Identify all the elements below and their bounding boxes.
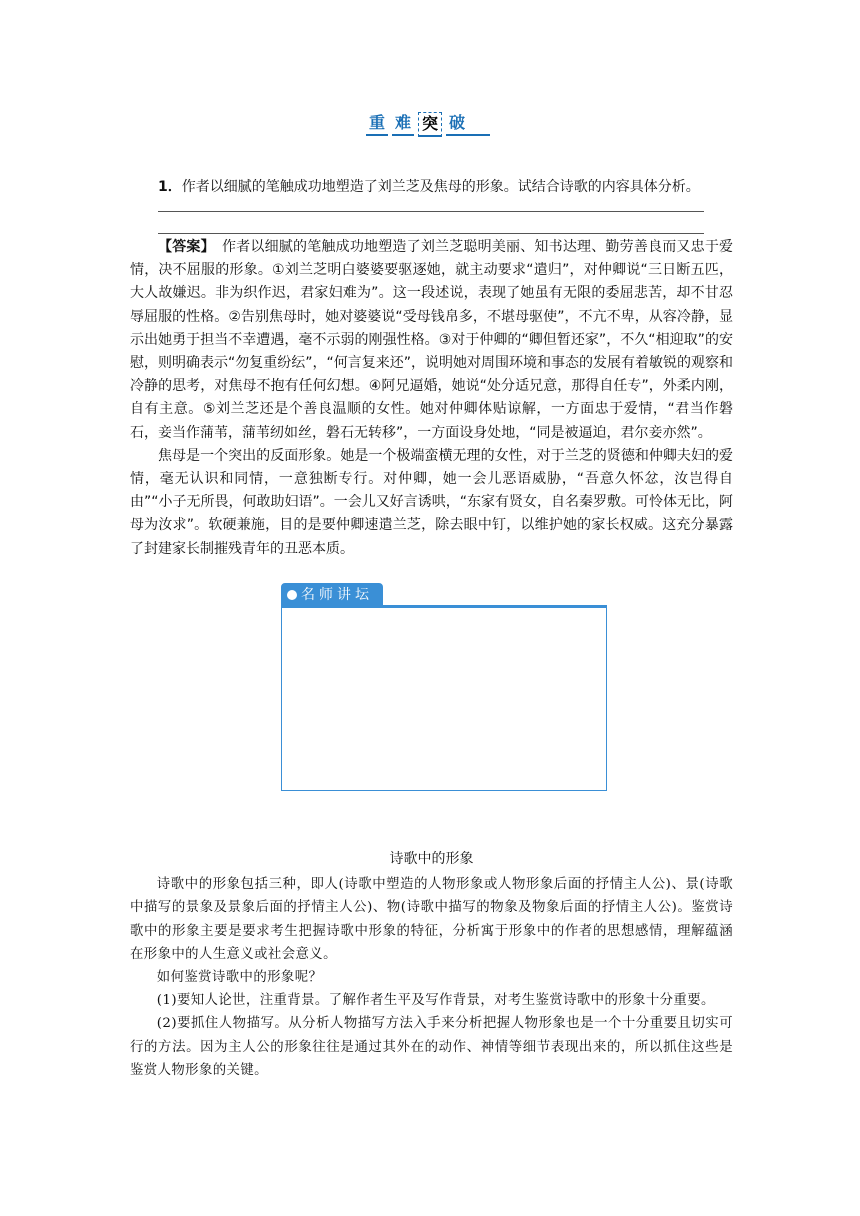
answer-blank-line [158,233,704,234]
lecture-box-frame [281,607,607,791]
heading-underline [458,134,490,136]
lecture-box-topbar [381,605,607,608]
section-heading-char: 破 [446,112,468,136]
lecture-box-tab [281,583,383,608]
article-paragraph: (2)要抓住人物描写。从分析人物描写方法入手来分析把握人物形象也是一个十分重要且切实可行的方法。因为主人公的形象往往是通过其外在的动作、神情等细节表现出来的，所以抓住这些是鉴赏人物形象的关键。 [130,1016,733,1078]
section-heading-char: 突 [418,112,442,137]
section-heading [366,112,490,142]
article-paragraph: 诗歌中的形象包括三种，即人(诗歌中塑造的人物形象或人物形象后面的抒情主人公)、景(诗歌中描写的景象及景象后面的抒情主人公)、物(诗歌中描写的物象及物象后面的抒情主人公)。鉴赏诗歌中的形象主要是要求考生把握诗歌中形象的特征，分析寓于形象中的作者的思想感情，理解蕴涵在形象中的人生意义或社会意义。 [130,877,733,962]
section-heading-char: 重 [366,112,388,136]
answer-block [130,236,733,561]
section-heading-char: 难 [392,112,414,136]
answer-label: 【答案】 [158,239,208,255]
lecture-box-title: 名师讲坛 [301,587,373,603]
article [130,848,733,1082]
lecture-box [281,583,607,791]
answer-paragraph: 【答案】 作者以细腻的笔触成功地塑造了刘兰芝聪明美丽、知书达理、勤劳善良而又忠于爱情，决不屈服的形象。①刘兰芝明白婆婆要驱逐她，就主动要求“遣归”，对仲卿说“三日断五匹，大人故嫌迟。非为织作迟，君家妇难为”。这一段述说，表现了她虽有无限的委屈悲苦，却不甘忍辱屈服的性格。②告别焦母时，她对婆婆说“受母钱帛多，不堪母驱使”，不亢不卑，从容冷静，显示出她勇于担当不幸遭遇，毫不示弱的刚强性格。③对于仲卿的“卿但暂还家”，不久“相迎取”的安慰，则明确表示“勿复重纷纭”，“何言复来还”，说明她对周围环境和事态的发展有着敏锐的观察和冷静的思考，对焦母不抱有任何幻想。④阿兄逼婚，她说“处分适兄意，那得自任专”，外柔内刚，自有主意。⑤刘兰芝还是个善良温顺的女性。她对仲卿体贴谅解，一方面忠于爱情，“君当作磐石，妾当作蒲苇，蒲苇纫如丝，磐石无转移”，一方面设身处地，“同是被逼迫，君尔妾亦然”。 [130,239,734,441]
answer-blank-line [158,211,704,212]
question-text: 作者以细腻的笔触成功地塑造了刘兰芝及焦母的形象。试结合诗歌的内容具体分析。 [181,179,700,195]
article-title: 诗歌中的形象 [389,851,474,867]
answer-paragraph: 焦母是一个突出的反面形象。她是一个极端蛮横无理的女性，对于兰芝的贤德和仲卿夫妇的爱情，毫无认识和同情，一意独断专行。对仲卿，她一会儿恶语威胁，“吾意久怀忿，汝岂得自由”“小子无所畏，何敢助妇语”。一会儿又好言诱哄，“东家有贤女，自名秦罗敷。可怜体无比，阿母为汝求”。软硬兼施，目的是要仲卿速遣兰芝，除去眼中钉，以维护她的家长权威。这充分暴露了封建家长制摧残青年的丑恶本质。 [130,447,734,557]
article-paragraph: (1)要知人论世，注重背景。了解作者生平及写作背景，对考生鉴赏诗歌中的形象十分重要。 [156,993,715,1009]
bullet-icon [287,590,297,600]
article-paragraph: 如何鉴赏诗歌中的形象呢？ [156,970,323,986]
question-number: 1． [158,179,182,195]
question [158,176,700,196]
